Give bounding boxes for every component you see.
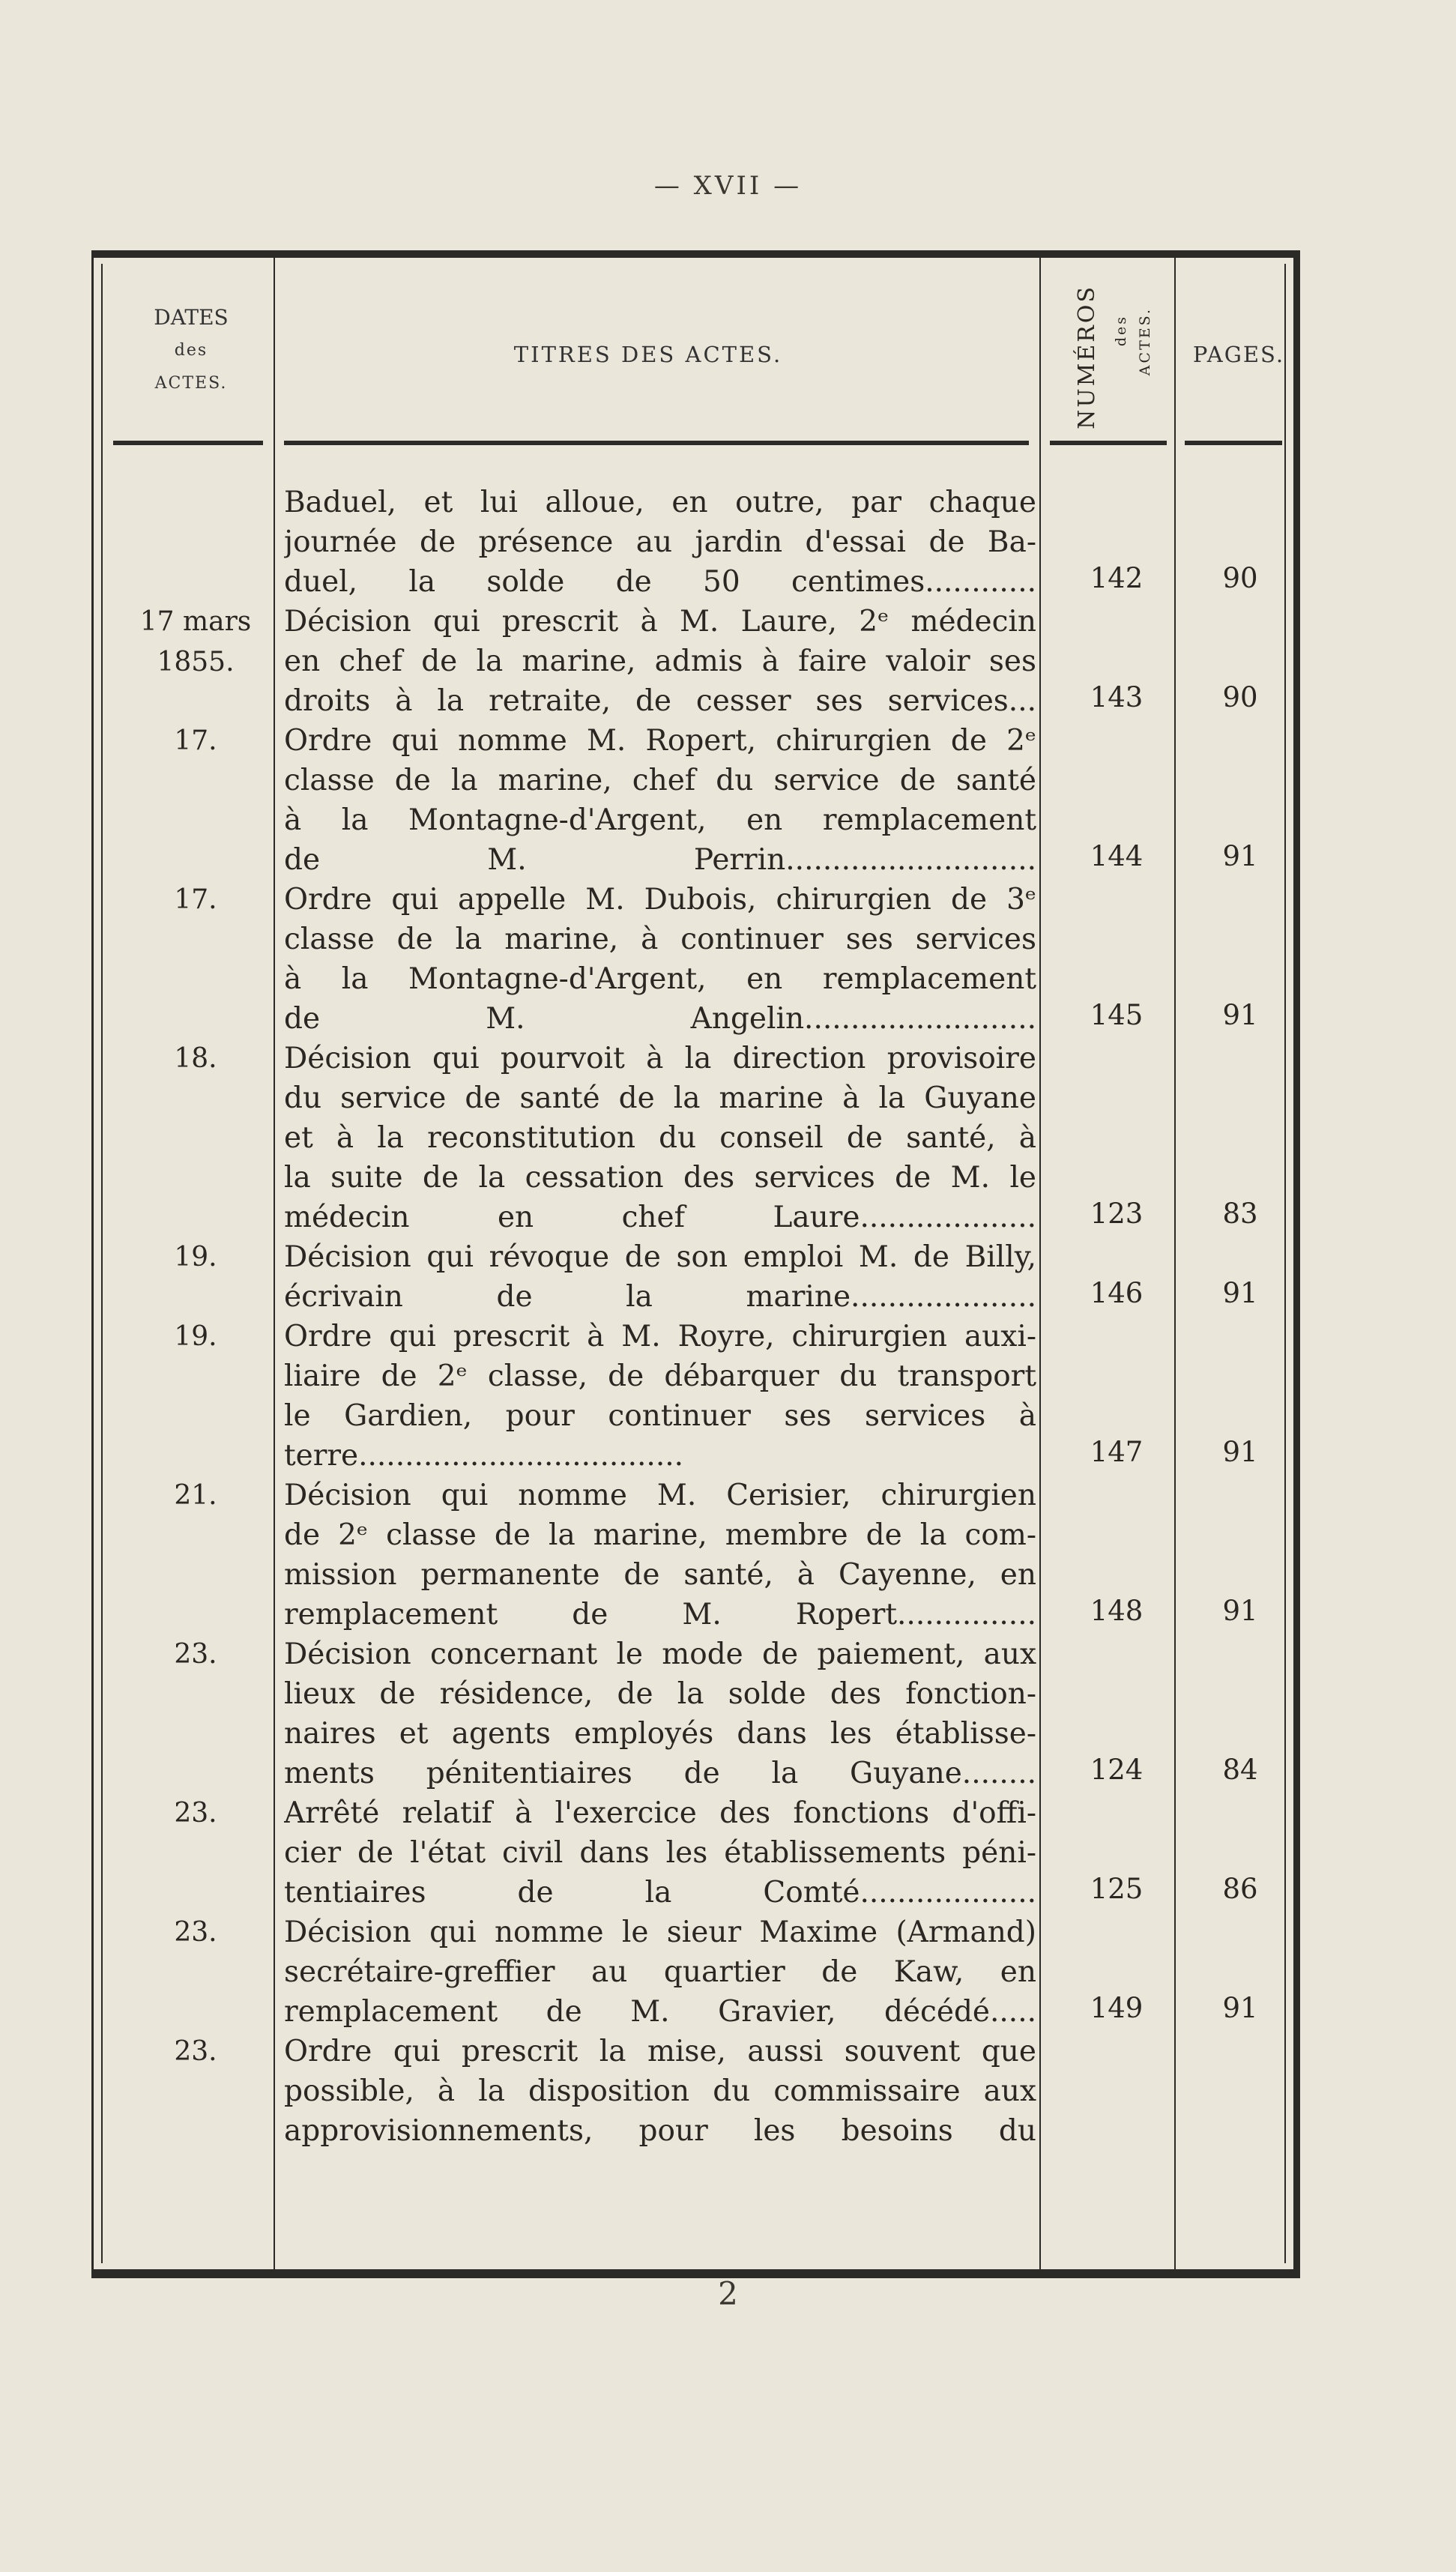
entry-title [284, 1237, 1036, 1317]
entry-page: 84 [1222, 1754, 1258, 1786]
entry-page: 90 [1222, 562, 1258, 594]
entry-title [284, 1913, 1036, 2032]
entry-title-line: secrétaire-greffier au quartier de Kaw, en [284, 1955, 1036, 1989]
entry-title-line: droits à la retraite, de cesser ses services... [284, 684, 1036, 718]
entry-title-line: mission permanente de santé, à Cayenne, en [284, 1558, 1036, 1592]
page-header: — XVII — [653, 171, 803, 201]
header-pages: PAGES. [1192, 342, 1285, 367]
header-rule-numeros [1050, 441, 1167, 445]
header-rule-titres [284, 441, 1029, 445]
entry-title-line: classe de la marine, à continuer ses services [284, 923, 1036, 956]
header-numeros-line2: des [1113, 315, 1129, 347]
entry-date: 19. [174, 1242, 217, 1273]
entry-title-line: Ordre qui prescrit la mise, aussi souvent que [284, 2035, 1036, 2068]
entry-title-line: Décision concernant le mode de paiement, aux [284, 1637, 1036, 1671]
entry-date: 17. [174, 884, 217, 915]
header-dates-line3: ACTES. [154, 374, 228, 393]
entry-title-line: lieux de résidence, de la solde des fonction- [284, 1677, 1036, 1711]
entry-date: 18. [174, 1043, 217, 1074]
entry-title [284, 1476, 1036, 1634]
table-frame [91, 250, 1300, 2278]
entry-title [284, 880, 1036, 1039]
entry-title-line: la suite de la cessation des services de M. le [284, 1161, 1036, 1195]
entry-title-line: de 2ᵉ classe de la marine, membre de la com- [284, 1518, 1036, 1552]
entry-number: 144 [1090, 840, 1144, 872]
header-numeros-line1: NUMÉROS [1074, 285, 1100, 429]
header-dates-line2: des [174, 341, 208, 360]
entry-title-line: à la Montagne-d'Argent, en remplacement [284, 962, 1036, 996]
entry-title-line: Décision qui pourvoit à la direction provisoire [284, 1042, 1036, 1075]
entry-title [284, 1634, 1036, 1793]
entry-date: 17 mars 1855. [139, 606, 252, 677]
entry-title [284, 1793, 1036, 1913]
entry-title [284, 483, 1036, 602]
entry-title-line: possible, à la disposition du commissaire aux [284, 2074, 1036, 2108]
entry-title-line: naires et agents employés dans les établisse- [284, 1717, 1036, 1751]
header-rule-dates [113, 441, 263, 445]
entry-number: 148 [1090, 1595, 1144, 1627]
entry-page: 91 [1222, 1436, 1258, 1468]
entry-page: 86 [1222, 1873, 1258, 1905]
entry-title-line: du service de santé de la marine à la Guyane [284, 1081, 1036, 1115]
entry-title-line: cier de l'état civil dans les établissements péni- [284, 1836, 1036, 1870]
entry-title-line: approvisionnements, pour les besoins du [284, 2114, 1036, 2148]
entry-title-line: classe de la marine, chef du service de santé [284, 764, 1036, 797]
header-rule-pages [1185, 441, 1282, 445]
entry-title [284, 2032, 1036, 2151]
entry-date: 23. [174, 1798, 217, 1829]
entry-date: 23. [174, 1639, 217, 1670]
entry-page: 90 [1222, 681, 1258, 713]
header-dates [109, 301, 274, 400]
entry-page: 91 [1222, 1992, 1258, 2024]
entry-title-line: écrivain de la marine.................... [284, 1280, 1036, 1314]
entry-title-line: Ordre qui nomme M. Ropert, chirurgien de 2ᵉ [284, 724, 1036, 758]
entry-title-line: médecin en chef Laure................... [284, 1201, 1036, 1234]
entry-title-line: terre................................... [284, 1439, 684, 1473]
entry-number: 146 [1090, 1277, 1144, 1309]
entry-title-line: Ordre qui appelle M. Dubois, chirurgien de 3ᵉ [284, 883, 1036, 917]
header-titres: TITRES DES ACTES. [513, 342, 783, 367]
entry-title-line: duel, la solde de 50 centimes............ [284, 565, 1036, 599]
entry-number: 123 [1090, 1198, 1144, 1230]
entry-title-line: remplacement de M. Gravier, décédé..... [284, 1995, 1036, 2029]
header-numeros-line3: ACTES. [1137, 307, 1153, 376]
entry-page: 91 [1222, 999, 1258, 1031]
entry-title [284, 602, 1036, 721]
header-dates-line1: DATES [154, 305, 229, 330]
entry-number: 145 [1090, 999, 1144, 1031]
column-divider-numeros [1174, 258, 1176, 2269]
entry-number: 143 [1090, 681, 1144, 713]
entry-title-line: journée de présence au jardin d'essai de Ba- [284, 525, 1036, 559]
entry-title-line: Ordre qui prescrit à M. Royre, chirurgien auxi- [284, 1320, 1036, 1353]
entry-title-line: de M. Perrin........................... [284, 843, 1036, 877]
entry-date: 23. [174, 1917, 217, 1948]
entry-number: 147 [1090, 1436, 1144, 1468]
page-number: 2 [718, 2275, 738, 2312]
entry-title-line: à la Montagne-d'Argent, en remplacement [284, 803, 1036, 837]
entry-title-line: en chef de la marine, admis à faire valoir ses [284, 644, 1036, 678]
entry-date: 21. [174, 1480, 217, 1511]
entry-number: 142 [1090, 562, 1144, 594]
entry-number: 125 [1090, 1873, 1144, 1905]
entry-title-line: liaire de 2ᵉ classe, de débarquer du transport [284, 1359, 1036, 1393]
entry-title-line: Décision qui nomme M. Cerisier, chirurgien [284, 1479, 1036, 1512]
entry-title [284, 1039, 1036, 1237]
entry-title-line: le Gardien, pour continuer ses services à [284, 1399, 1036, 1433]
entry-title-line: Arrêté relatif à l'exercice des fonctions d'offi- [284, 1796, 1036, 1830]
column-divider-dates [274, 258, 275, 2269]
entry-page: 91 [1222, 1277, 1258, 1309]
entry-number: 149 [1090, 1992, 1144, 2024]
entry-title [284, 1317, 1036, 1476]
entry-date: 19. [174, 1321, 217, 1352]
entry-title-line: Décision qui prescrit à M. Laure, 2ᵉ médecin [284, 605, 1036, 639]
entry-title-line: tentiaires de la Comté................... [284, 1876, 1036, 1910]
entry-date: 17. [174, 725, 217, 756]
column-divider-titres [1039, 258, 1041, 2269]
entry-title-line: Baduel, et lui alloue, en outre, par chaque [284, 486, 1036, 519]
entry-date: 23. [174, 2036, 217, 2067]
entry-page: 83 [1222, 1198, 1258, 1230]
entry-title-line: Décision qui révoque de son emploi M. de Billy, [284, 1240, 1036, 1274]
entry-title-line: Décision qui nomme le sieur Maxime (Armand) [284, 1916, 1036, 1949]
entry-title-line: ments pénitentiaires de la Guyane........ [284, 1757, 1036, 1790]
entry-title-line: remplacement de M. Ropert............... [284, 1598, 1036, 1631]
entry-title-line: de M. Angelin......................... [284, 1002, 1036, 1036]
entry-title-line: et à la reconstitution du conseil de santé, à [284, 1121, 1036, 1155]
header-numeros [1044, 285, 1179, 435]
entry-page: 91 [1222, 1595, 1258, 1627]
entry-page: 91 [1222, 840, 1258, 872]
entry-title [284, 721, 1036, 880]
entry-number: 124 [1090, 1754, 1144, 1786]
